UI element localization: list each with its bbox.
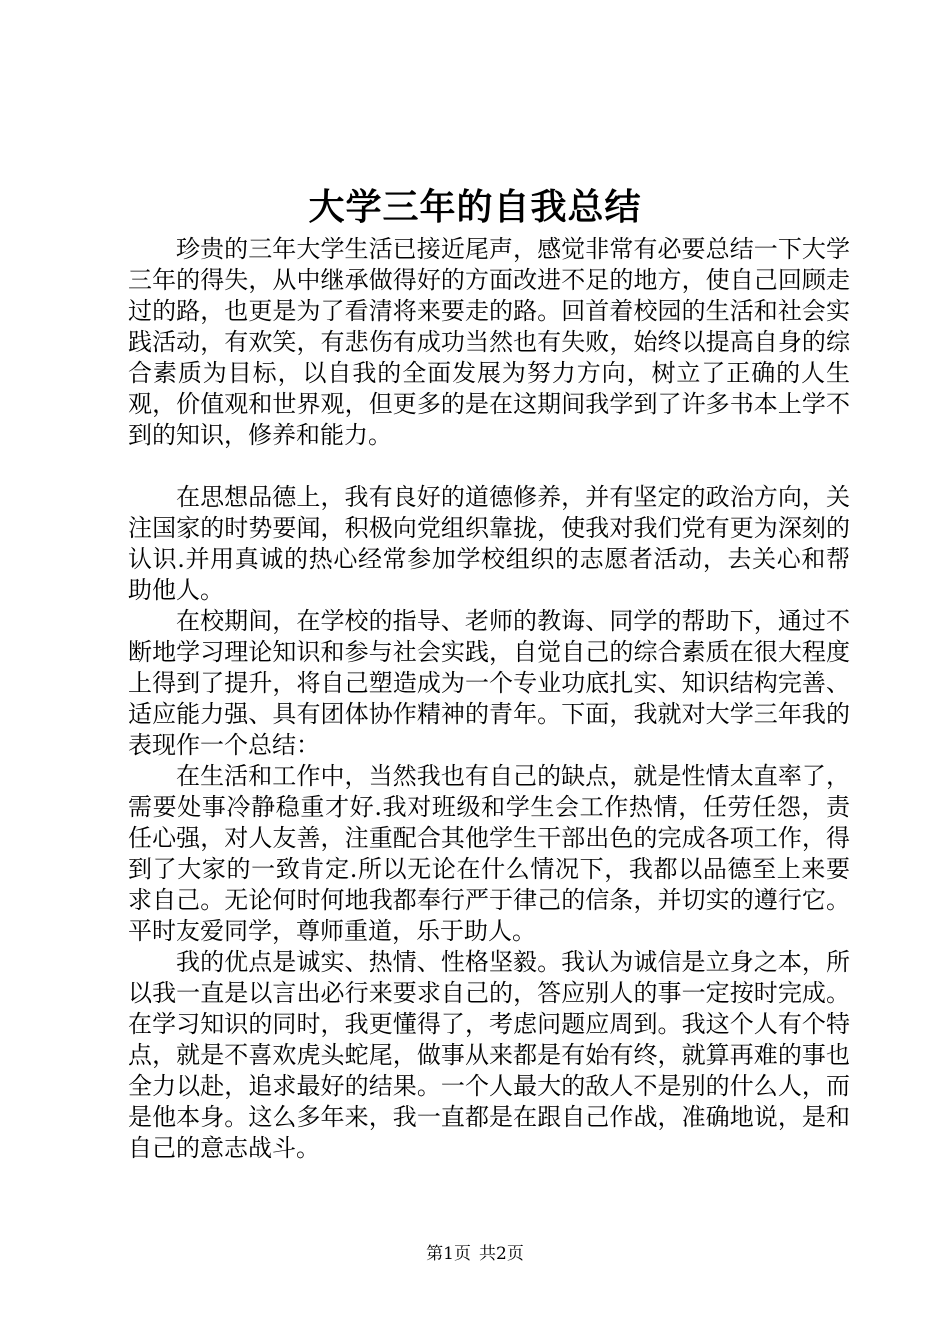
page-footer — [0, 1243, 950, 1265]
paragraph-moral-character: 在思想品德上，我有良好的道德修养，并有坚定的政治方向，关注国家的时势要闻，积极向党组织靠拢，使我对我们党有更为深刻的认识.并用真诚的热心经常参加学校组织的志愿者活动，去关心和帮助他人。 — [128, 483, 850, 604]
document-body — [128, 234, 850, 1164]
page-total: 共2页 — [479, 1244, 524, 1264]
paragraph-intro: 珍贵的三年大学生活已接近尾声，感觉非常有必要总结一下大学三年的得失，从中继承做得好的方面改进不足的地方，使自己回顾走过的路，也更是为了看清将来要走的路。回首着校园的生活和社会实践活动，有欢笑，有悲伤有成功当然也有失败，始终以提高自身的综合素质为目标，以自我的全面发展为努力方向，树立了正确的人生观，价值观和世界观，但更多的是在这期间我学到了许多书本上学不到的知识，修养和能力。 — [128, 235, 850, 449]
page-number: 第1页 — [426, 1244, 471, 1264]
paragraph-school-period: 在校期间，在学校的指导、老师的教诲、同学的帮助下，通过不断地学习理论知识和参与社会实践，自觉自己的综合素质在很大程度上得到了提升，将自己塑造成为一个专业功底扎实、知识结构完善、适应能力强、具有团体协作精神的青年。下面，我就对大学三年我的表现作一个总结： — [128, 607, 850, 759]
paragraph-strengths: 我的优点是诚实、热情、性格坚毅。我认为诚信是立身之本，所以我一直是以言出必行来要求自己的，答应别人的事一定按时完成。在学习知识的同时，我更懂得了，考虑问题应周到。我这个人有个特点，就是不喜欢虎头蛇尾，做事从来都是有始有终，就算再难的事也全力以赴，追求最好的结果。一个人最大的敌人不是别的什么人，而是他本身。这么多年来，我一直都是在跟自己作战，准确地说，是和自己的意志战斗。 — [128, 948, 850, 1162]
paragraph-life-and-work: 在生活和工作中，当然我也有自己的缺点，就是性情太直率了，需要处事冷静稳重才好.我对班级和学生会工作热情，任劳任怨，责任心强，对人友善，注重配合其他学生干部出色的完成各项工作，得到了大家的一致肯定.所以无论在什么情况下，我都以品德至上来要求自己。无论何时何地我都奉行严于律己的信条，并切实的遵行它。平时友爱同学，尊师重道，乐于助人。 — [128, 762, 850, 945]
document-title: 大学三年的自我总结 — [308, 186, 642, 228]
